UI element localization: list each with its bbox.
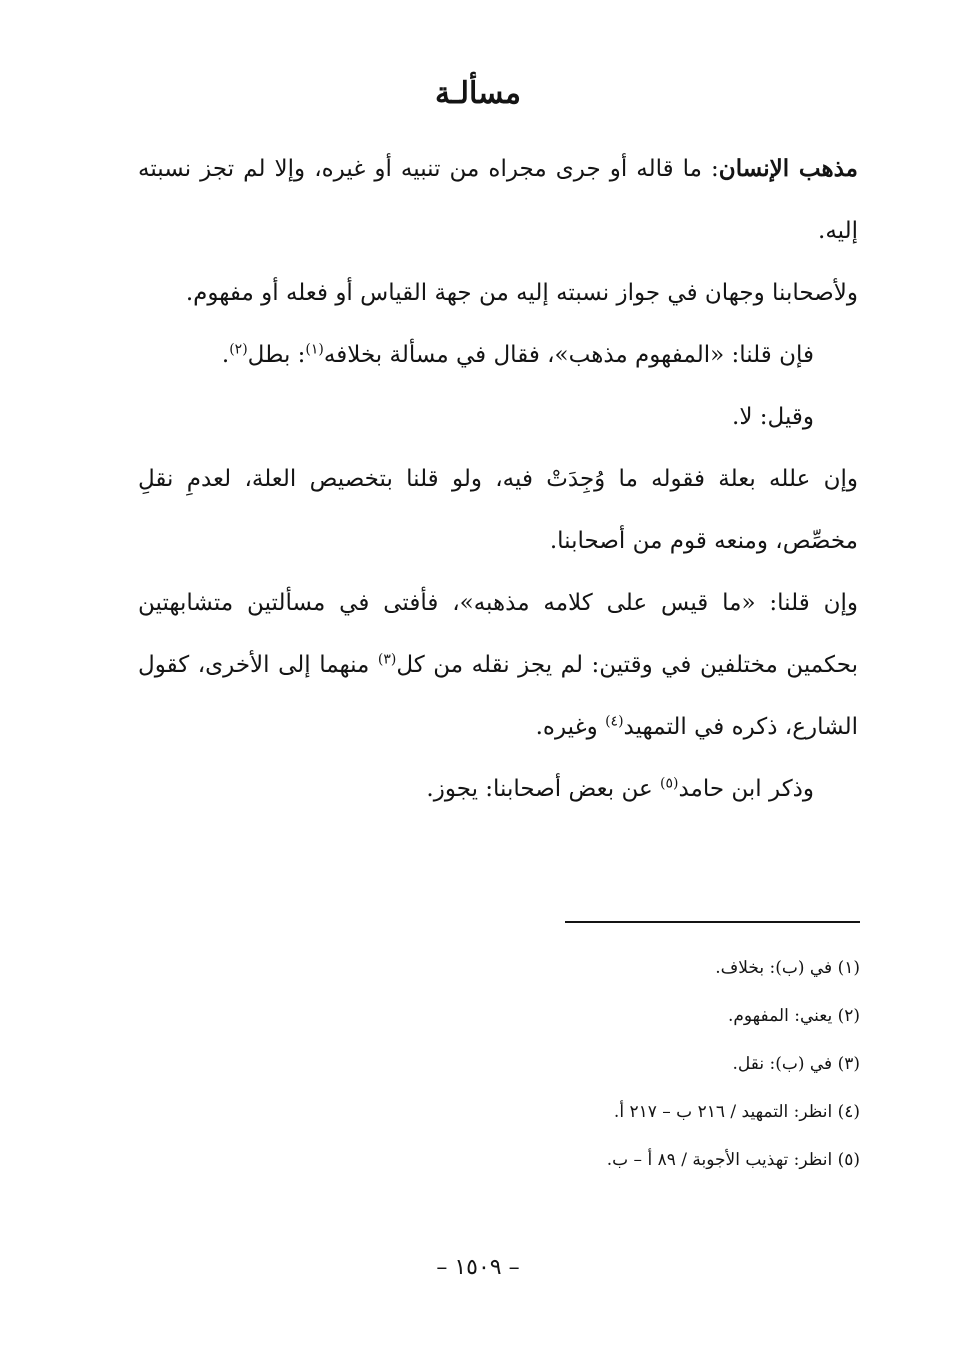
paragraph-definition [138,138,858,262]
page-title: مسألـة [435,76,521,111]
footnote-ref-5[interactable]: (٥) [660,775,679,792]
paragraph-text: وغيره. [535,714,606,740]
footnotes [300,944,860,1184]
paragraph-text: : بطل [247,342,306,368]
footnote-ref-1[interactable]: (١) [305,341,324,358]
footnote-ref-4[interactable]: (٤) [605,713,624,730]
paragraph-qiyas [138,572,858,758]
page-number: – ١٥٠٩ – [436,1255,520,1280]
main-text [138,138,858,820]
paragraph-illa [138,448,858,572]
footnote-divider [565,921,860,923]
paragraph-mafhum [138,324,858,386]
paragraph-text: وذكر ابن حامد [678,776,814,802]
paragraph-text: . [221,342,230,368]
footnote-2: (٢) يعني: المفهوم. [727,1006,860,1026]
defined-term: مذهب الإنسان [718,155,858,182]
paragraph-text: فإن قلنا: «المفهوم مذهب»، فقال في مسألة بخلافه [323,342,814,368]
footnote-4: (٤) انظر: التمهيد / ٢١٦ ب – ٢١٧ أ. [613,1102,860,1122]
paragraph-text: وإن علله بعلة فقوله ما وُجِدَتْ فيه، ولو قلنا بتخصيص العلة، لعدمِ نقلِ مخصِّص، ومنعه قوم من أصحابنا. [138,466,858,554]
paragraph-two-views [138,262,858,324]
footnote-1: (١) في (ب): بخلاف. [715,958,860,978]
paragraph-alternative-view [138,386,858,448]
footnote-ref-3[interactable]: (٣) [377,651,397,668]
footnote-ref-2[interactable]: (٢) [229,341,248,358]
paragraph-text: وقيل: لا. [732,404,814,430]
paragraph-text: ولأصحابنا وجهان في جواز نسبته إليه من جهة القياس أو فعله أو مفهوم. [185,280,858,306]
footnote-5: (٥) انظر: تهذيب الأجوبة / ٨٩ أ – ب. [606,1150,860,1170]
paragraph-ibn-hamid [138,758,858,820]
paragraph-text: وإن قلنا: «ما قيس على كلامه مذهبه»، فأفتى في مسألتين متشابهتين بحكمين مختلفين في وقتين: لم يجز نقله من كل [138,590,859,678]
paragraph-text: عن بعض أصحابنا: يجوز. [426,776,660,802]
footnote-3: (٣) في (ب): نقل. [732,1054,860,1074]
paragraph-text: : ما قاله أو جرى مجراه من تنبيه أو غيره، وإلا لم تجز نسبته إليه. [138,156,858,244]
paragraph-text: منهما إلى الأخرى، كقول الشارع، ذكره في التمهيد [138,652,858,740]
